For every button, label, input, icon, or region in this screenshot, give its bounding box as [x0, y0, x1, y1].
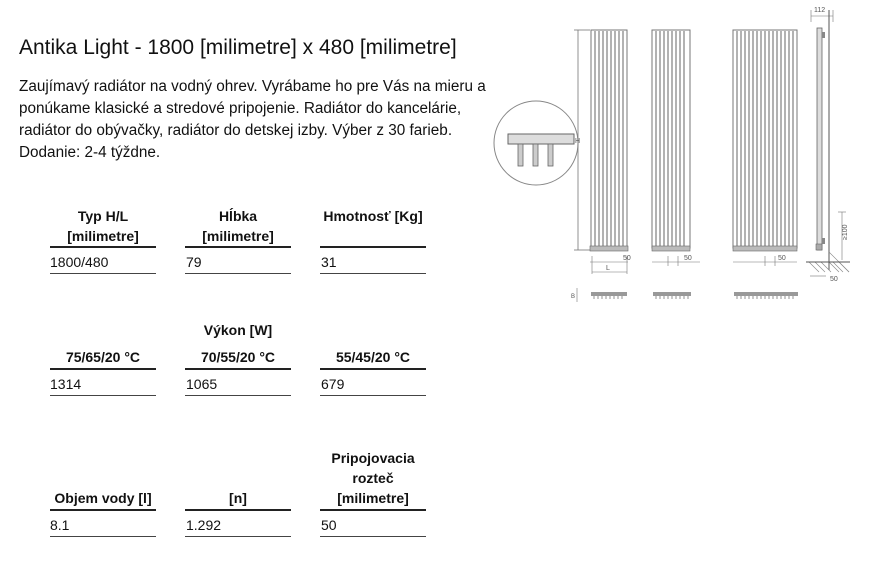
value-rule	[320, 395, 426, 396]
radiator-technical-drawing	[490, 0, 889, 310]
description-line: radiátor do obývačky, radiátor do detskej izby. Výber z 30 farieb.	[19, 122, 453, 139]
description-line: Zaujímavý radiátor na vodný ohrev. Vyrábame ho pre Vás na mieru a	[19, 78, 486, 95]
header-line: [milimetre]	[67, 228, 139, 244]
header-rule	[185, 509, 291, 511]
connection-detail-circle	[494, 101, 581, 185]
header-rule	[50, 246, 156, 248]
value-output-70: 1065	[186, 376, 218, 392]
value-output-75: 1314	[50, 376, 82, 392]
header-rule	[320, 246, 426, 248]
page-title: Antika Light - 1800 [milimetre] x 480 [milimetre]	[19, 36, 457, 59]
header-rule	[320, 509, 426, 511]
header-line: [milimetre]	[202, 228, 274, 244]
label-l: L	[606, 265, 610, 272]
header-depth	[185, 206, 291, 246]
value-output-55: 679	[321, 376, 345, 392]
header-rule	[320, 368, 426, 370]
product-description	[19, 76, 509, 164]
output-group-title: Výkon [W]	[203, 322, 273, 338]
header-rule	[50, 368, 156, 370]
header-line: Pripojovacia	[331, 450, 415, 466]
value-rule	[185, 536, 291, 537]
value-n: 1.292	[186, 517, 222, 533]
radiator-side-view	[806, 7, 850, 283]
dim-112: 112	[814, 7, 826, 14]
dim-50: 50	[830, 276, 838, 283]
header-temp-75: 75/65/20 °C	[65, 349, 141, 365]
label-h: H	[575, 138, 581, 145]
header-water-volume: Objem vody [l]	[54, 490, 152, 506]
header-rule	[50, 509, 156, 511]
radiator-front-view-2	[652, 30, 700, 299]
value-rule	[50, 395, 156, 396]
header-type-hl	[50, 206, 156, 246]
radiator-front-view-3	[733, 30, 798, 299]
header-temp-55: 55/45/20 °C	[335, 349, 411, 365]
value-rule	[320, 273, 426, 274]
header-weight	[320, 206, 426, 226]
header-temp-70: 70/55/20 °C	[200, 349, 276, 365]
header-line: Hmotnosť [Kg]	[323, 208, 423, 224]
header-rule	[185, 368, 291, 370]
value-rule	[50, 536, 156, 537]
value-water-volume: 8.1	[50, 517, 70, 533]
value-connection-spacing: 50	[321, 517, 337, 533]
description-line: ponúkame klasické a stredové pripojenie. Radiátor do kancelárie,	[19, 100, 462, 117]
dim-50: 50	[623, 255, 631, 262]
dim-50: 50	[778, 255, 786, 262]
header-line: Typ H/L	[77, 208, 129, 224]
label-b: B	[571, 294, 576, 300]
header-line: rozteč	[352, 470, 394, 486]
value-rule	[185, 395, 291, 396]
value-depth: 79	[186, 254, 202, 270]
header-line: Hĺbka	[218, 208, 258, 224]
value-rule	[185, 273, 291, 274]
dim-50: 50	[684, 255, 692, 262]
header-rule	[185, 246, 291, 248]
value-rule	[50, 273, 156, 274]
dim-ge100: ≥100	[842, 224, 849, 240]
header-line: [milimetre]	[337, 490, 409, 506]
radiator-front-view-1	[571, 30, 631, 302]
value-type-hl: 1800/480	[50, 254, 109, 270]
header-connection-spacing	[318, 448, 428, 508]
description-line: Dodanie: 2-4 týždne.	[19, 144, 161, 161]
header-n: [n]	[229, 490, 247, 506]
value-weight: 31	[321, 254, 337, 270]
value-rule	[320, 536, 426, 537]
